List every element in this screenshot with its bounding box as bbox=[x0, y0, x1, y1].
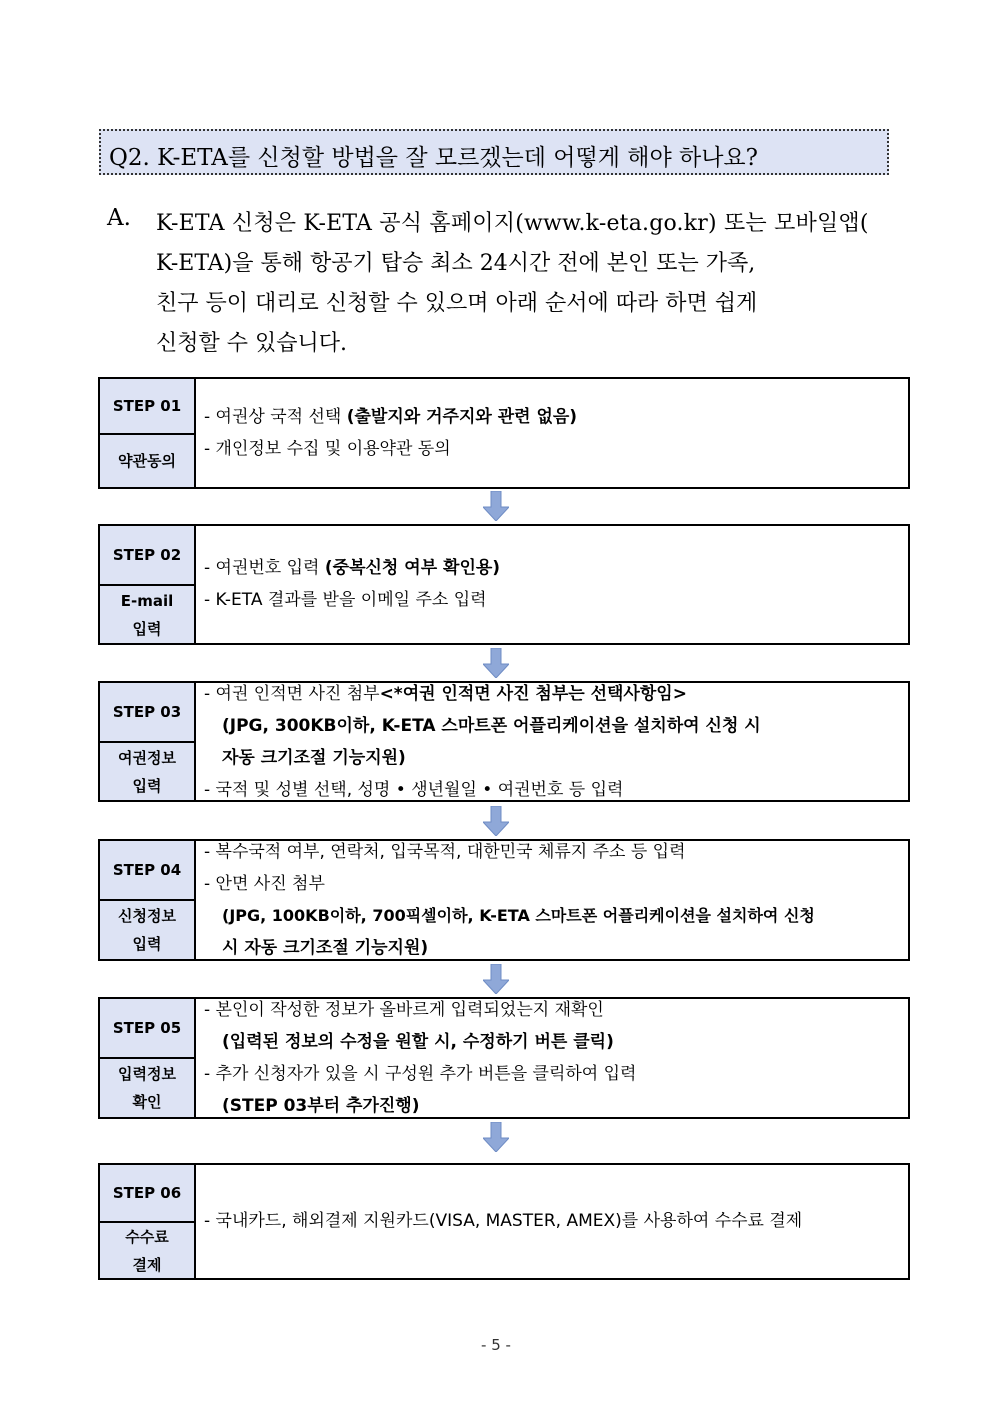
step-06-box bbox=[98, 1163, 910, 1280]
step-05-line-1: - 본인이 작성한 정보가 올바르게 입력되었는지 재확인 bbox=[204, 1000, 604, 1020]
step-01-title: 약관동의 bbox=[100, 435, 196, 487]
step-04-line-3: (JPG, 100KB이하, 700픽셀이하, K-ETA 스마트폰 어플리케이션을 설치하여 신청 bbox=[222, 906, 815, 925]
step-03-line-2: (JPG, 300KB이하, K-ETA 스마트폰 어플리케이션을 설치하여 신청 시 bbox=[222, 716, 761, 736]
answer-line-1: K-ETA 신청은 K-ETA 공식 홈페이지(www.k-eta.go.kr) 또는 모바일앱( bbox=[156, 211, 869, 236]
answer-letter: A. bbox=[107, 205, 131, 231]
down-arrow-icon bbox=[483, 964, 509, 994]
step-03-line-1: - 여권 인적면 사진 첨부<*여권 인적면 사진 첨부는 선택사항임> bbox=[204, 684, 687, 704]
step-03-title: 여권정보 입력 bbox=[100, 743, 196, 800]
step-04-number: STEP 04 bbox=[100, 841, 196, 901]
answer-line-2: K-ETA)을 통해 항공기 탑승 최소 24시간 전에 본인 또는 가족, bbox=[156, 251, 756, 276]
step-03-number: STEP 03 bbox=[100, 683, 196, 743]
step-05-line-4: (STEP 03부터 추가진행) bbox=[222, 1096, 420, 1116]
down-arrow-icon bbox=[483, 806, 509, 836]
step-06-title: 수수료 결제 bbox=[100, 1223, 196, 1278]
answer-line-3: 친구 등이 대리로 신청할 수 있으며 아래 순서에 따라 하면 쉽게 bbox=[156, 291, 758, 316]
step-02-box bbox=[98, 524, 910, 645]
step-04-line-4: 시 자동 크기조절 기능지원) bbox=[222, 938, 429, 958]
step-01-line-2: - 개인정보 수집 및 이용약관 동의 bbox=[204, 439, 451, 459]
step-05-title: 입력정보 확인 bbox=[100, 1059, 196, 1117]
page-number: - 5 - bbox=[481, 1336, 511, 1354]
step-03-box bbox=[98, 681, 910, 802]
step-03-line-4: - 국적 및 성별 선택, 성명 • 생년월일 • 여권번호 등 입력 bbox=[204, 780, 624, 800]
question-text: Q2. K-ETA를 신청할 방법을 잘 모르겠는데 어떻게 해야 하나요? bbox=[109, 145, 758, 171]
step-04-box bbox=[98, 839, 910, 961]
down-arrow-icon bbox=[483, 491, 509, 521]
step-02-line-2: - K-ETA 결과를 받을 이메일 주소 입력 bbox=[204, 590, 487, 610]
step-06-line-1: - 국내카드, 해외결제 지원카드(VISA, MASTER, AMEX)를 사용하여 수수료 결제 bbox=[204, 1211, 803, 1231]
down-arrow-icon bbox=[483, 648, 509, 678]
step-02-title: E-mail 입력 bbox=[100, 586, 196, 643]
step-04-title: 신청정보 입력 bbox=[100, 901, 196, 959]
step-05-line-2: (입력된 정보의 수정을 원할 시, 수정하기 버튼 클릭) bbox=[222, 1032, 614, 1052]
step-01-number: STEP 01 bbox=[100, 379, 196, 435]
step-02-line-1: - 여권번호 입력 (중복신청 여부 확인용) bbox=[204, 558, 501, 578]
down-arrow-icon bbox=[483, 1122, 509, 1152]
step-04-line-2: - 안면 사진 첨부 bbox=[204, 874, 325, 894]
step-06-number: STEP 06 bbox=[100, 1165, 196, 1223]
step-02-number: STEP 02 bbox=[100, 526, 196, 586]
answer-line-4: 신청할 수 있습니다. bbox=[156, 331, 347, 356]
step-03-line-3: 자동 크기조절 기능지원) bbox=[222, 748, 406, 768]
question-box bbox=[99, 129, 889, 175]
step-04-line-1: - 복수국적 여부, 연락처, 입국목적, 대한민국 체류지 주소 등 입력 bbox=[204, 842, 686, 862]
step-05-box bbox=[98, 997, 910, 1119]
step-01-line-1: - 여권상 국적 선택 (출발지와 거주지와 관련 없음) bbox=[204, 407, 578, 427]
step-01-box bbox=[98, 377, 910, 489]
step-05-line-3: - 추가 신청자가 있을 시 구성원 추가 버튼을 클릭하여 입력 bbox=[204, 1064, 637, 1084]
step-05-number: STEP 05 bbox=[100, 999, 196, 1059]
